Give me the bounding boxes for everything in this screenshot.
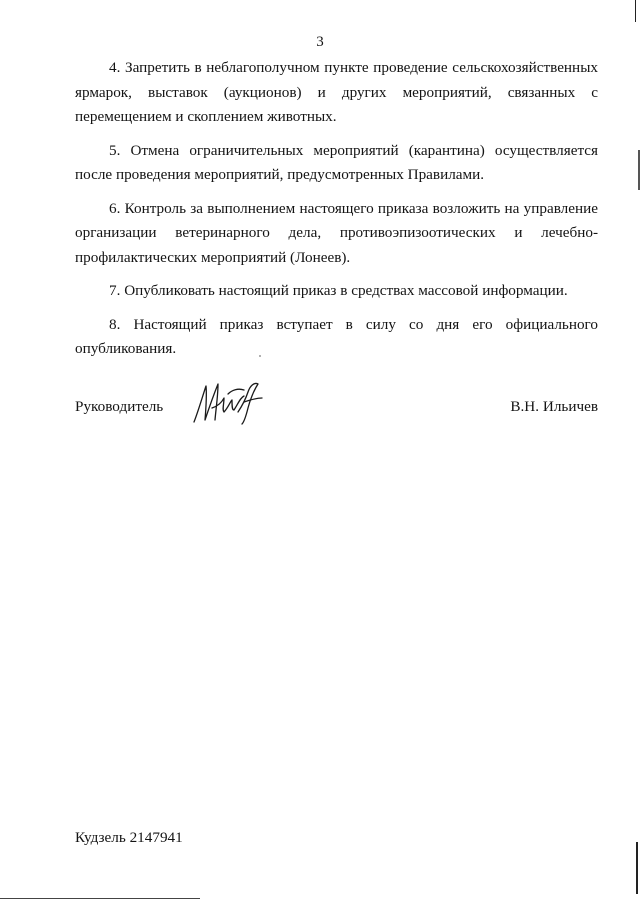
paragraph-8: 8. Настоящий приказ вступает в силу со дня его официального опубликования. — [75, 315, 598, 357]
paragraph-6: 6. Контроль за выполнением настоящего приказа возложить на управление организации ветеринарного дела, противоэпизоотических и лечебно-профилактических мероприятий (Лонеев). — [75, 199, 598, 266]
order-body — [75, 56, 598, 371]
scan-edge-mark-bottom — [0, 898, 200, 899]
signatory-title: Руководитель — [75, 398, 164, 415]
scan-speck — [259, 355, 261, 357]
scan-edge-mark-bottom-right — [636, 842, 638, 894]
executor-contact: Кудзель 2147941 — [75, 829, 183, 846]
paragraph-7: 7. Опубликовать настоящий приказ в средствах массовой информации. — [109, 282, 568, 299]
scan-edge-mark-top — [635, 0, 636, 22]
paragraph-5: 5. Отмена ограничительных мероприятий (карантина) осуществляется после проведения мероприятий, предусмотренных Правилами. — [75, 141, 598, 183]
signatory-name: В.Н. Ильичев — [510, 398, 598, 415]
handwritten-signature — [188, 378, 268, 426]
paragraph-4: 4. Запретить в неблагополучном пункте проведение сельскохозяйственных ярмарок, выставок (аукционов) и других мероприятий, связанных с перемещением и скоплением животных. — [75, 59, 598, 125]
signature-row — [75, 398, 598, 422]
page-number: 3 — [316, 34, 324, 50]
